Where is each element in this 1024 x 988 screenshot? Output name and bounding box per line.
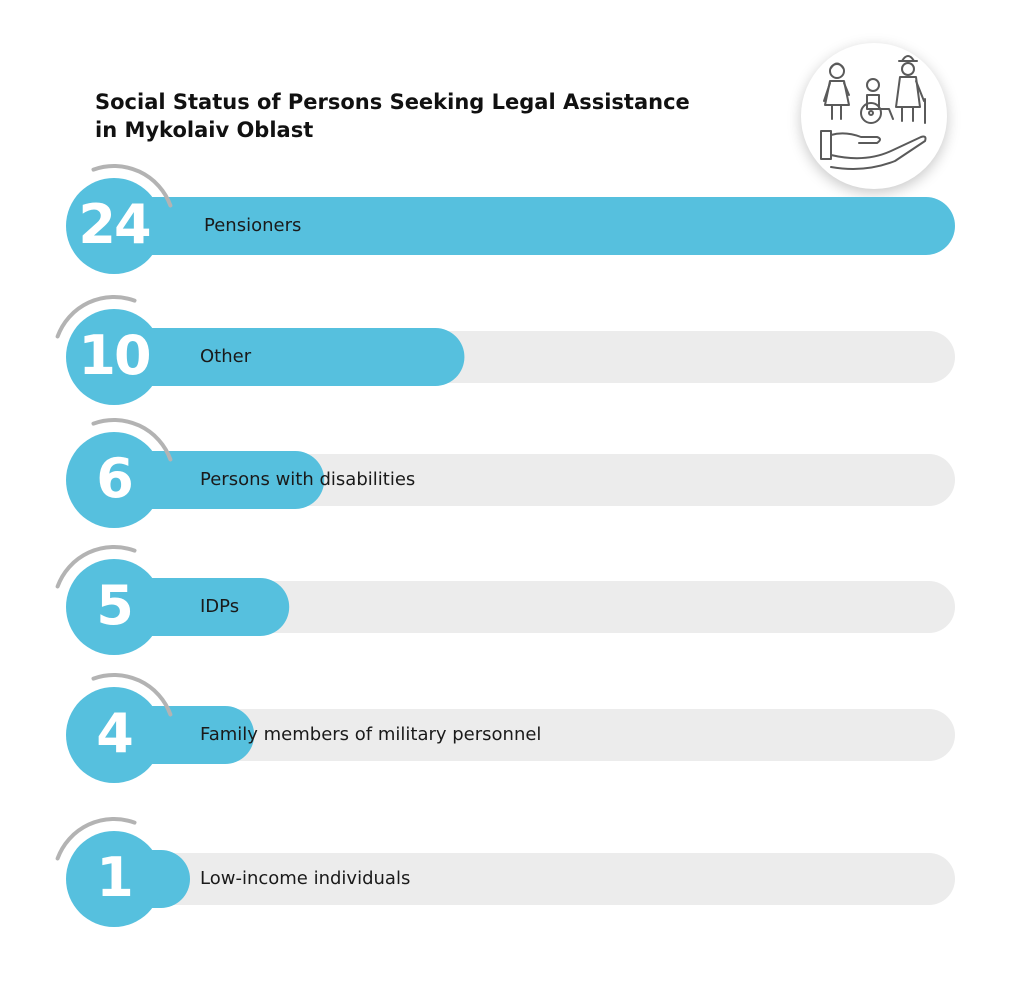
data-label: 6 xyxy=(96,447,132,510)
data-label: 10 xyxy=(78,324,150,387)
category-label: Other xyxy=(200,346,252,367)
category-label: Low-income individuals xyxy=(200,868,411,889)
chart-title-line-1: Social Status of Persons Seeking Legal Assistance xyxy=(95,90,690,114)
chart-title-line-2: in Mykolaiv Oblast xyxy=(95,118,314,142)
bar xyxy=(114,328,464,386)
data-label: 5 xyxy=(96,574,132,637)
category-label: Pensioners xyxy=(204,215,302,236)
data-label: 24 xyxy=(78,193,150,256)
data-label: 1 xyxy=(96,846,132,909)
category-label: Family members of military personnel xyxy=(200,724,542,745)
category-label: Persons with disabilities xyxy=(200,469,416,490)
data-label: 4 xyxy=(96,702,132,765)
category-label: IDPs xyxy=(200,596,240,617)
